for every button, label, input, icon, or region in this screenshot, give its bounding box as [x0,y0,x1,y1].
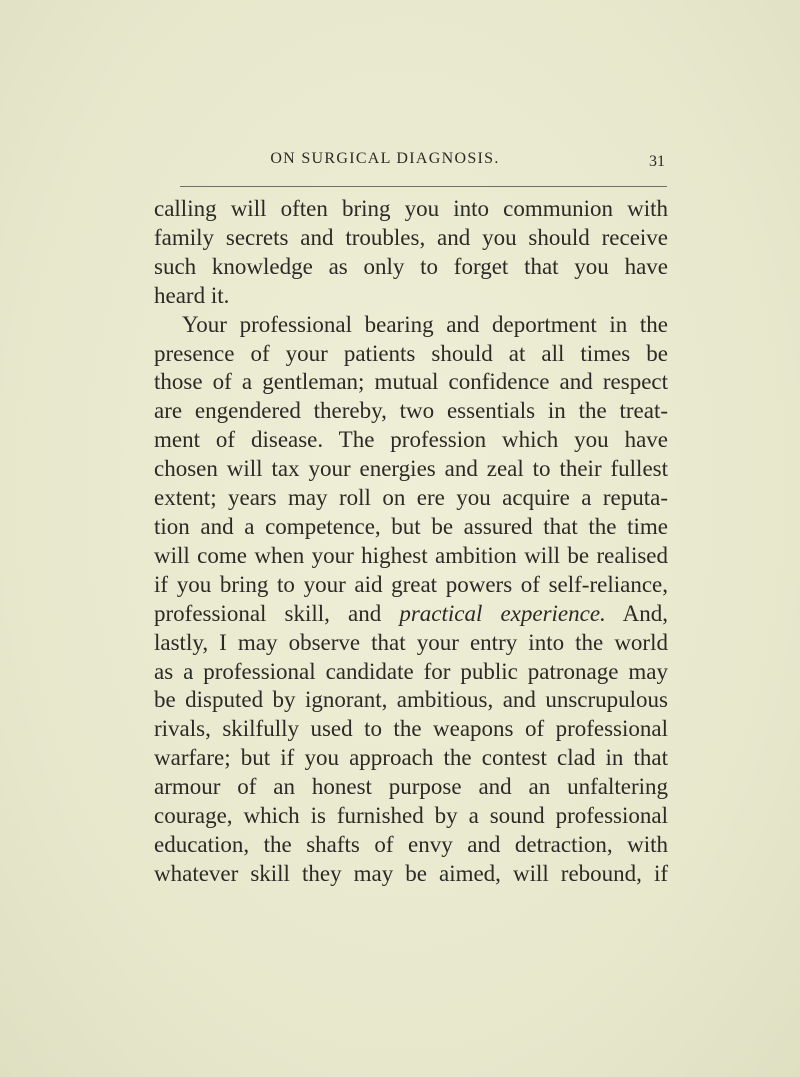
text-line: warfare; but if you approach the contest clad in that [154,745,668,771]
text-line: presence of your patients should at all times be [154,340,668,366]
text-line: calling will often bring you into communion with [154,196,668,221]
text-line: chosen will tax your energies and zeal to their fullest [154,456,668,482]
text-line: will come when your highest ambition will be realised [154,542,668,568]
text-line: rivals, skilfully used to the weapons of professional [154,716,668,742]
text-segment: professional skill, and [154,600,382,626]
italic-phrase: practical experience. [399,600,606,626]
text-line: are engendered thereby, two essentials in the treat- [154,398,668,424]
text-line: extent; years may roll on ere you acquire a reputa- [154,485,668,511]
text-line: courage, which is furnished by a sound professional [154,803,668,829]
text-line: family secrets and troubles, and you should receive [154,224,668,250]
header-rule [180,186,667,187]
text-line: heard it. [154,282,230,308]
text-line: whatever skill they may be aimed, will rebound, if [154,860,668,886]
body-text [154,195,668,889]
text-line: Your professional bearing and deportment in the [182,311,668,337]
text-line-mixed [154,600,668,629]
running-title: ON SURGICAL DIAGNOSIS. [270,150,500,167]
text-line: education, the shafts of envy and detraction, with [154,831,668,857]
text-line: be disputed by ignorant, ambitious, and unscrupulous [154,687,668,713]
text-segment: And, [622,600,669,626]
text-line: such knowledge as only to forget that you have [154,253,668,279]
text-line: those of a gentleman; mutual confidence and respect [154,369,668,395]
text-line: tion and a competence, but be assured that the time [154,513,668,539]
text-line: as a professional candidate for public patronage may [154,658,668,684]
text-line: armour of an honest purpose and an unfaltering [154,774,668,800]
text-line: ment of disease. The profession which you have [154,427,668,453]
running-head [160,150,665,180]
text-line: lastly, I may observe that your entry into the world [154,629,668,655]
text-line: if you bring to your aid great powers of self-reliance, [154,571,668,597]
page-number: 31 [649,153,665,170]
